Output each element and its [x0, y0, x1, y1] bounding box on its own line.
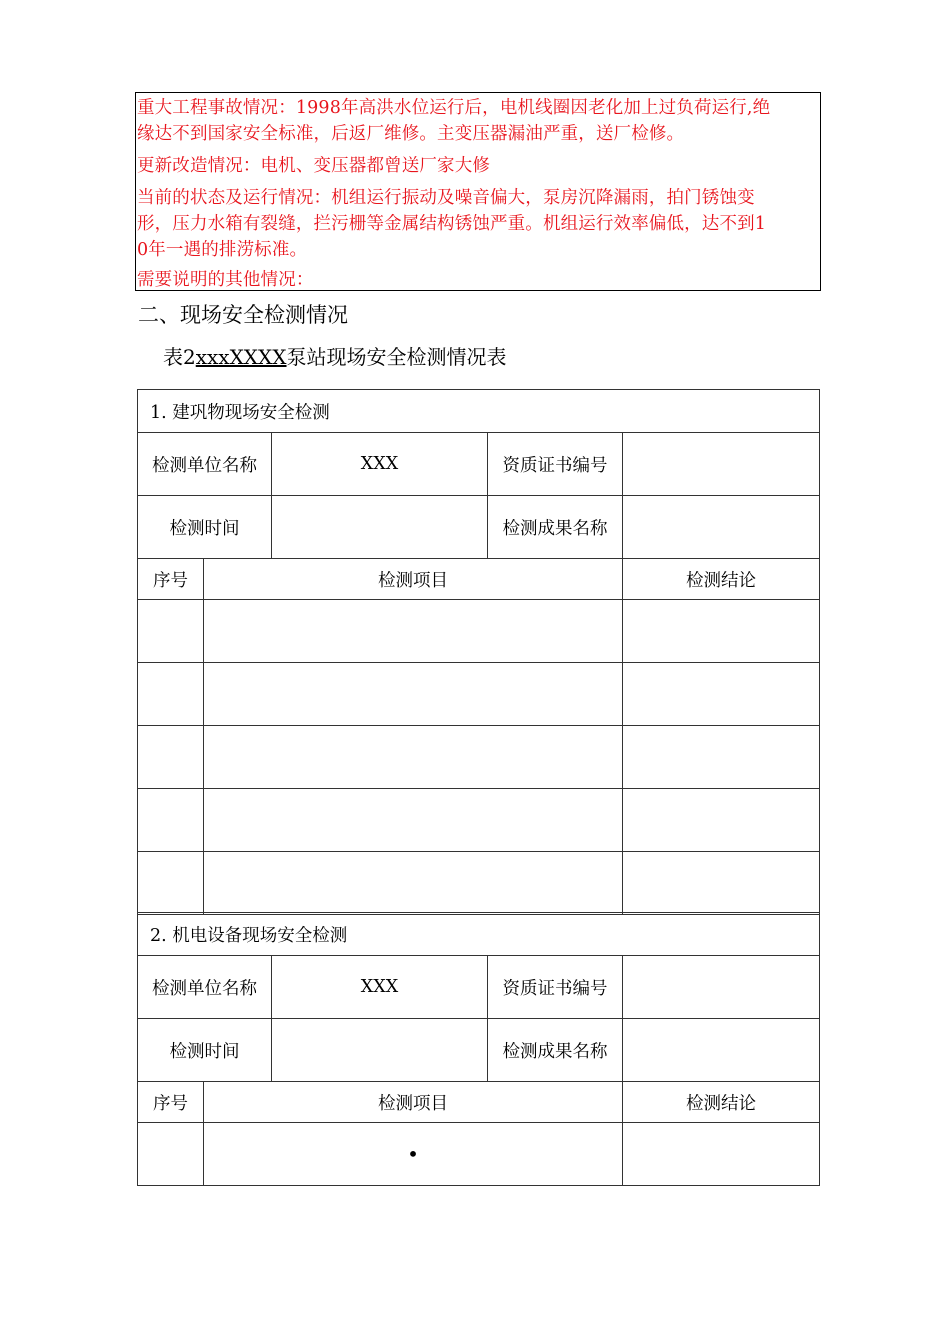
table1-result-value[interactable]	[623, 496, 820, 559]
table2-unit-label: 检测单位名称	[138, 956, 272, 1019]
row-item-cell[interactable]	[204, 663, 623, 726]
table1-title: 1. 建巩物现场安全检测	[138, 390, 820, 433]
accident-line-1: 重大工程事故情况：1998年高洪水位运行后，电机线圈因老化加上过负荷运行,绝	[137, 98, 771, 118]
table2-result-value[interactable]	[623, 1019, 820, 1082]
table2-time-label: 检测时间	[138, 1019, 272, 1082]
row-no-cell[interactable]	[138, 600, 204, 663]
row-item-cell[interactable]: •	[204, 1123, 623, 1186]
accident-line-2: 缘达不到国家安全标准，后返厂维修。主变压器漏油严重，送厂检修。	[137, 124, 685, 144]
row-conclusion-cell[interactable]	[623, 789, 820, 852]
table2-cert-value[interactable]	[623, 956, 820, 1019]
row-conclusion-cell[interactable]	[623, 852, 820, 915]
row-no-cell[interactable]	[138, 663, 204, 726]
table2-time-value[interactable]	[272, 1019, 488, 1082]
table-row	[138, 726, 820, 789]
other-notes-line: 需要说明的其他情况：	[137, 270, 314, 290]
row-conclusion-cell[interactable]	[623, 726, 820, 789]
table1-time-label: 检测时间	[138, 496, 272, 559]
row-no-cell[interactable]	[138, 789, 204, 852]
table-row	[138, 852, 820, 915]
row-conclusion-cell[interactable]	[623, 663, 820, 726]
table2-col-no: 序号	[138, 1082, 204, 1123]
status-line-2: 形，压力水箱有裂缝，拦污栅等金属结构锈蚀严重。机组运行效率偏低，达不到1	[137, 214, 767, 234]
table1-result-label: 检测成果名称	[488, 496, 623, 559]
table2-unit-value[interactable]: XXX	[272, 956, 488, 1019]
building-inspection-table	[137, 389, 820, 915]
row-item-cell[interactable]	[204, 789, 623, 852]
table1-unit-label: 检测单位名称	[138, 433, 272, 496]
table-row	[138, 600, 820, 663]
row-conclusion-cell[interactable]	[623, 600, 820, 663]
row-no-cell[interactable]	[138, 852, 204, 915]
table1-unit-value[interactable]: XXX	[272, 433, 488, 496]
row-no-cell[interactable]	[138, 726, 204, 789]
table-row	[138, 663, 820, 726]
table-caption	[163, 342, 507, 372]
table1-cert-value[interactable]	[623, 433, 820, 496]
table-row	[138, 789, 820, 852]
table2-result-label: 检测成果名称	[488, 1019, 623, 1082]
renovation-line: 更新改造情况：电机、变压器都曾送厂家大修	[137, 156, 490, 176]
table1-col-conclusion: 检测结论	[623, 559, 820, 600]
table2-col-conclusion: 检测结论	[623, 1082, 820, 1123]
table2-title: 2. 机电设备现场安全检测	[138, 913, 820, 956]
status-line-3: 0年一遇的排涝标准。	[137, 240, 308, 260]
section-heading: 二、现场安全检测情况	[138, 303, 348, 327]
equipment-inspection-table	[137, 912, 820, 1186]
table1-time-value[interactable]	[272, 496, 488, 559]
table2-cert-label: 资质证书编号	[488, 956, 623, 1019]
caption-station-name: xxxXXXX	[195, 345, 287, 369]
table1-cert-label: 资质证书编号	[488, 433, 623, 496]
table1-col-no: 序号	[138, 559, 204, 600]
row-item-cell[interactable]	[204, 726, 623, 789]
caption-prefix: 表2	[163, 345, 196, 369]
table2-col-item: 检测项目	[204, 1082, 623, 1123]
status-line-1: 当前的状态及运行情况：机组运行振动及噪音偏大，泵房沉降漏雨，拍门锈蚀变	[137, 188, 755, 208]
row-item-cell[interactable]	[204, 600, 623, 663]
row-item-cell[interactable]	[204, 852, 623, 915]
row-conclusion-cell[interactable]	[623, 1123, 820, 1186]
engineering-status-box	[135, 92, 821, 291]
caption-suffix: 泵站现场安全检测情况表	[286, 345, 507, 369]
table1-col-item: 检测项目	[204, 559, 623, 600]
table-row	[138, 1123, 820, 1186]
row-no-cell[interactable]	[138, 1123, 204, 1186]
